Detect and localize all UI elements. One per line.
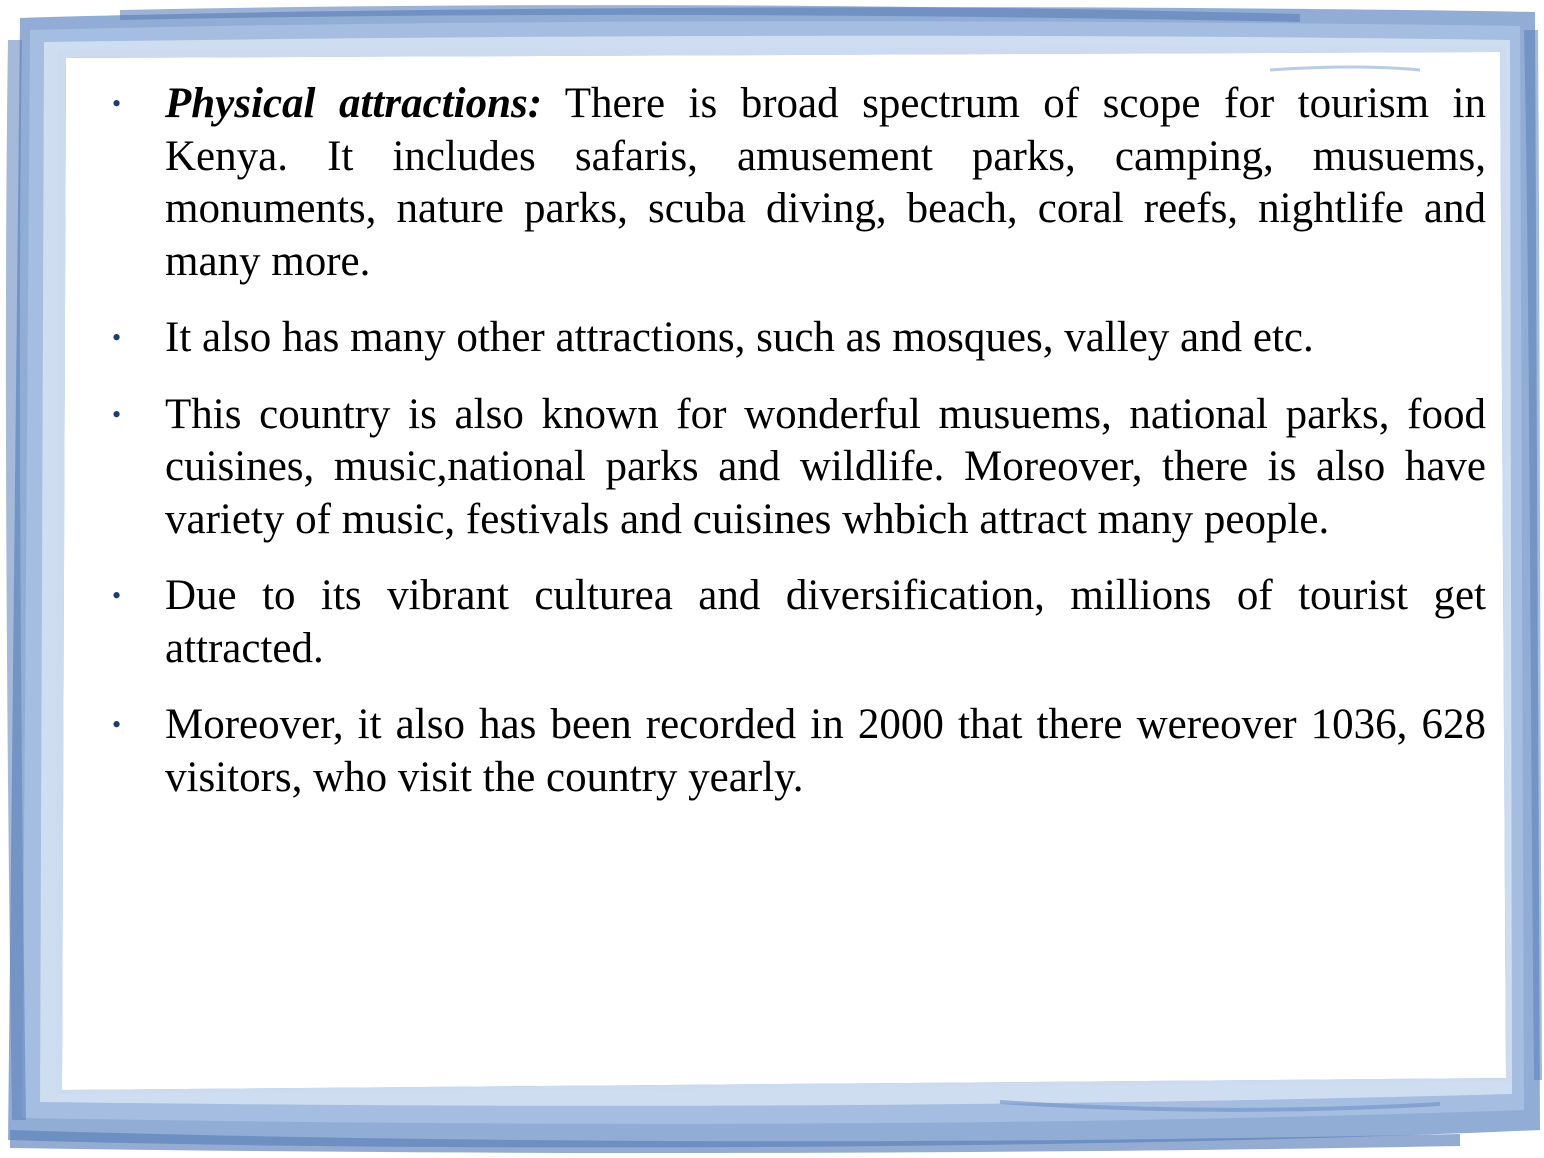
bullet-dot-icon: • xyxy=(112,323,122,352)
bullet-text: There is broad spectrum of scope for tourism in Kenya. It includes safaris, amusement parks, camping, musuems, monuments, nature parks, scuba diving, beach, coral reefs, nightlife and many more. xyxy=(165,80,1486,285)
bullet-text: It also has many other attractions, such as mosques, valley and etc. xyxy=(165,314,1314,361)
bullet-text: Due to its vibrant culturea and diversification, millions of tourist get attracted. xyxy=(165,572,1486,672)
bullet-item-vibrant-culture xyxy=(112,570,1486,675)
bullet-dot-icon: • xyxy=(112,581,122,610)
bullet-dot-icon: • xyxy=(112,89,122,118)
slide-content xyxy=(112,78,1486,828)
bullet-item-other-attractions xyxy=(112,312,1486,365)
bullet-dot-icon: • xyxy=(112,710,122,739)
bullet-list xyxy=(112,78,1486,804)
bullet-item-physical-attractions xyxy=(112,78,1486,288)
bullet-item-known-for xyxy=(112,389,1486,547)
bullet-text: Moreover, it also has been recorded in 2000 that there wereover 1036, 628 visitors, who visit the country yearly. xyxy=(165,701,1486,801)
bullet-item-visitor-record xyxy=(112,699,1486,804)
bullet-dot-icon: • xyxy=(112,399,122,429)
bullet-text: This country is also known for wonderful musuems, national parks, food cuisines, music,national parks and wildlife. Moreover, there is also have variety of music, festivals and cuisines whbich attract many people. xyxy=(165,390,1486,543)
bullet-lead: Physical attractions: xyxy=(165,80,543,127)
